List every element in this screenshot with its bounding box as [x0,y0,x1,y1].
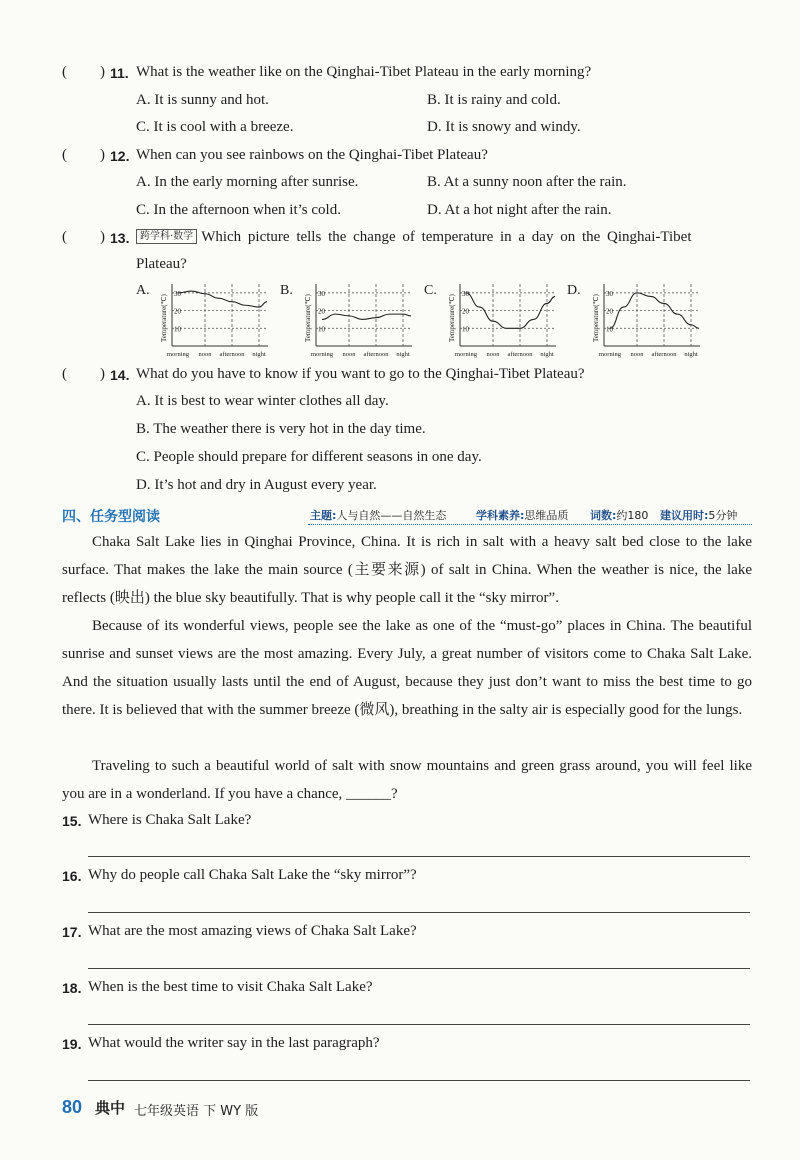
option-d: D. At a hot night after the rain. [427,202,612,218]
question-number: 13. [110,230,130,246]
question-text-cont: Plateau? [136,256,187,272]
answer-paren-open: ( [62,229,67,245]
option-a: A. In the early morning after sunrise. [136,174,359,190]
question-number: 15. [62,813,82,829]
meta-wordcount-value: 约180 [616,509,649,522]
meta-time [660,507,737,523]
x-tick-label: night [252,351,266,358]
option-b: B. The weather there is very hot in the day time. [136,421,426,437]
y-tick-label: 30 [318,289,325,298]
answer-paren-open: ( [62,64,67,80]
question-text: What are the most amazing views of Chaka Salt Lake? [88,923,417,939]
question-number: 11. [110,65,129,81]
y-axis-label: Temperature(℃) [304,294,312,342]
temperature-line [178,291,267,307]
answer-paren-open: ( [62,147,67,163]
y-tick-label: 30 [606,289,613,298]
chart-a [150,280,280,362]
meta-wordcount [590,507,648,523]
question-text: Where is Chaka Salt Lake? [88,812,252,828]
option-d: D. It’s hot and dry in August every year. [136,477,377,493]
meta-literacy-label: 学科素养: [476,509,525,522]
answer-paren-open: ( [62,366,67,382]
x-tick-label: afternoon [651,351,677,358]
option-c: C. It is cool with a breeze. [136,119,294,135]
chart-a-letter: A. [136,283,150,298]
option-c: C. In the afternoon when it’s cold. [136,202,341,218]
section-meta-bar [308,505,752,525]
question-text: When is the best time to visit Chaka Salt Lake? [88,979,373,995]
question-number: 18. [62,980,82,996]
x-tick-label: afternoon [219,351,245,358]
meta-wordcount-label: 词数: [590,509,617,522]
question-number: 14. [110,367,130,383]
x-tick-label: noon [630,351,644,358]
y-tick-label: 30 [174,289,181,298]
meta-time-value: 5分钟 [708,509,738,522]
chart-c-letter: C. [424,283,437,298]
y-tick-label: 10 [318,325,325,334]
option-d: D. It is snowy and windy. [427,119,581,135]
x-tick-label: noon [486,351,500,358]
option-c: C. People should prepare for different seasons in one day. [136,449,482,465]
answer-line[interactable] [88,1080,750,1081]
chart-c [438,280,568,362]
publisher-logo: 典中 [95,1099,126,1117]
y-tick-label: 20 [606,307,613,316]
answer-paren-close: ) [100,64,105,80]
x-tick-label: morning [598,351,622,358]
answer-paren-close: ) [100,229,105,245]
y-tick-label: 10 [174,325,181,334]
question-number: 19. [62,1036,82,1052]
x-tick-label: morning [454,351,478,358]
passage-paragraph-3: Traveling to such a beautiful world of salt with snow mountains and green grass around, you will feel like you are in a wonderland. If you have a chance, ______? [62,758,752,802]
x-tick-label: night [684,351,698,358]
question-number: 12. [110,148,130,164]
answer-line[interactable] [88,912,750,913]
question-text: What would the writer say in the last paragraph? [88,1035,380,1051]
y-tick-label: 20 [174,307,181,316]
page-number: 80 [62,1097,83,1117]
answer-line[interactable] [88,968,750,969]
y-axis-label: Temperature(℃) [448,294,456,342]
x-tick-label: night [396,351,410,358]
option-a: A. It is sunny and hot. [136,92,269,108]
passage-paragraph-2: Because of its wonderful views, people see the lake as one of the “must-go” places in China. The beautiful sunrise and sunset views are the most amazing. Every July, a great number of visitors come to Chaka Salt Lake. And the situation usually lasts until the end of August, because they just don’t want to miss the best time to go there. It is believed that with the summer breeze (微风), breathing in the salty air is especially good for the lungs. [62,618,752,718]
y-axis-label: Temperature(℃) [592,294,600,342]
answer-line[interactable] [88,856,750,857]
question-text: What do you have to know if you want to go to the Qinghai-Tibet Plateau? [136,366,585,382]
temperature-line [322,314,411,319]
question-text: When can you see rainbows on the Qinghai-Tibet Plateau? [136,147,488,163]
answer-paren-close: ) [100,366,105,382]
x-tick-label: afternoon [363,351,389,358]
section-title: 四、任务型阅读 [62,509,160,525]
meta-literacy [476,507,568,523]
y-tick-label: 20 [318,307,325,316]
option-a: A. It is best to wear winter clothes all day. [136,393,389,409]
y-axis-label: Temperature(℃) [160,294,168,342]
option-b: B. It is rainy and cold. [427,92,561,108]
answer-paren-close: ) [100,147,105,163]
meta-theme-label: 主题: [310,509,337,522]
meta-literacy-value: 思维品质 [524,509,569,522]
x-tick-label: morning [310,351,334,358]
meta-theme [310,507,446,523]
question-number: 17. [62,924,82,940]
question-text: Which picture tells the change of temperature in a day on the Qinghai-Tibet [201,229,692,245]
y-tick-label: 10 [606,325,613,334]
question-text: Why do people call Chaka Salt Lake the “sky mirror”? [88,867,417,883]
passage-paragraph-1: Chaka Salt Lake lies in Qinghai Province, China. It is rich in salt with a heavy salt bed close to the lake surface. That makes the lake the main source (主要来源) of salt in China. When the weather is nice, the lake reflects (映出) the blue sky beautifully. That is why people call it the “sky mirror”. [62,534,752,606]
meta-theme-value: 人与自然——自然生态 [336,509,447,522]
option-b: B. At a sunny noon after the rain. [427,174,627,190]
question-text: What is the weather like on the Qinghai-Tibet Plateau in the early morning? [136,64,592,80]
meta-time-label: 建议用时: [660,509,709,522]
cross-subject-tag: 跨学科·数学 [136,229,197,244]
y-tick-label: 10 [462,325,469,334]
y-tick-label: 30 [462,289,469,298]
x-tick-label: noon [342,351,356,358]
book-title: 七年级英语 下 WY 版 [134,1104,259,1119]
chart-d-letter: D. [567,283,581,298]
chart-b-letter: B. [280,283,293,298]
x-tick-label: morning [166,351,190,358]
x-tick-label: afternoon [507,351,533,358]
chart-b [294,280,424,362]
x-tick-label: noon [198,351,212,358]
answer-line[interactable] [88,1024,750,1025]
chart-d [582,280,712,362]
x-tick-label: night [540,351,554,358]
question-number: 16. [62,868,82,884]
question-line [136,229,750,246]
y-tick-label: 20 [462,307,469,316]
